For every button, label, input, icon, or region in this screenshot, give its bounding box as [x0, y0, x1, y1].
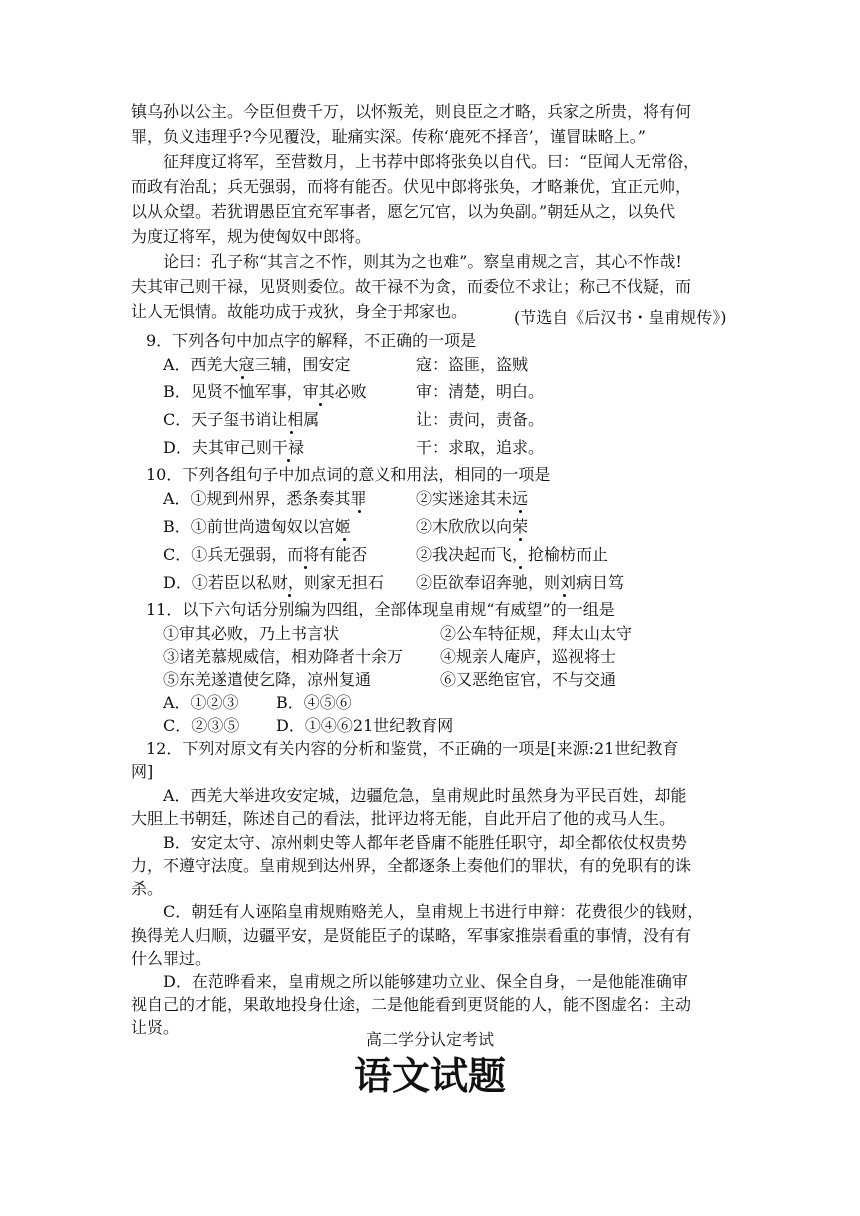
emphasis-dot: [519, 538, 522, 541]
item-left: ①审其必败，乃上书言状: [163, 624, 340, 643]
option-left: B．①前世尚遗匈奴以宫姬: [163, 517, 351, 536]
option: C．②③⑤: [163, 716, 240, 735]
passage-line: 让人无惧情。故能功成于戎狄，身全于邦家也。: [131, 302, 468, 321]
option-right: 干：求取，追求。: [416, 438, 545, 457]
option-line: 什么罪过。: [131, 949, 212, 968]
option-left: D．夫其审己则干禄: [163, 438, 304, 457]
option-line: C．朝廷有人诬陷皇甫规贿赂羌人，皇甫规上书进行申辩：花费很少的钱财，: [131, 902, 704, 921]
option-left: D．①若臣以私财，则家无担石: [163, 573, 384, 592]
option-right: 审：清楚，明白。: [416, 382, 545, 401]
passage-source: (节选自《后汉书・皇甫规传》): [514, 308, 727, 327]
item-right: ⑥又恶绝宦官，不与交通: [440, 670, 617, 689]
option-left: A．西羌大寇三辅，围安定: [163, 355, 351, 374]
option-left: C．天子玺书诮让相属: [163, 410, 320, 429]
passage-line: 征拜度辽将军，至营数月，上书荐中郎将张奂以自代。曰：“臣闻人无常俗，: [131, 152, 700, 171]
option-right: ②我决起而飞，抢榆枋而止: [416, 545, 609, 564]
option: B．④⑤⑥: [276, 693, 352, 712]
option-line: 视自己的才能，果敢地投身仕途，二是他能看到更贤能的人，能不图虚名：主动: [131, 995, 692, 1014]
emphasis-dot: [343, 538, 346, 541]
option-line: D．在范晔看来，皇甫规之所以能够建功立业、保全自身，一是他能准确审: [131, 972, 688, 991]
question-stem: 网]: [131, 762, 154, 781]
item-left: ⑤东羌遂遣使乞降，凉州复通: [163, 670, 372, 689]
question-stem: 11．以下六句话分别编为四组，全部体现皇甫规“有威望”的一组是: [146, 600, 615, 619]
passage-line: 镇乌孙以公主。今臣但费千万，以怀叛羌，则良臣之才略，兵家之所贵，将有何: [131, 102, 692, 121]
emphasis-dot: [241, 376, 244, 379]
option-right: ②木欣欣以向荣: [416, 517, 529, 536]
question-stem: 12．下列对原文有关内容的分析和鉴赏，不正确的一项是[来源:21世纪教育: [146, 739, 679, 758]
passage-line: 罪，负义违理乎?今见覆没，耻痛实深。传称‘鹿死不择音’，谨冒昧略上。”: [131, 127, 646, 146]
option-left: A．①规到州界，悉条奏其罪: [163, 489, 367, 508]
emphasis-dot: [304, 566, 307, 569]
emphasis-dot: [519, 566, 522, 569]
exam-subtitle: 高二学分认定考试: [365, 1030, 494, 1049]
emphasis-dot: [519, 510, 522, 513]
option-line: 力，不遵守法度。皇甫规到达州界，全都逐条上奏他们的罪状，有的免职有的诛: [131, 856, 692, 875]
option-line: 杀。: [131, 879, 164, 898]
option: D．①④⑥21世纪教育网: [276, 716, 454, 735]
emphasis-dot: [563, 594, 566, 597]
option-right: 寇：盗匪，盗贼: [416, 355, 529, 374]
emphasis-dot: [288, 594, 291, 597]
passage-line: 夫其审己则干禄，见贤则委位。故干禄不为贪，而委位不求让；称己不伐疑，而: [131, 277, 692, 296]
passage-line: 为度辽将军，规为使匈奴中郎将。: [131, 227, 372, 246]
option-left: B．见贤不恤军事，审其必败: [163, 382, 367, 401]
question-stem: 9．下列各句中加点字的解释，不正确的一项是: [146, 331, 477, 350]
option-line: 让贤。: [131, 1018, 180, 1037]
option-right: ②实迷途其未远: [416, 489, 529, 508]
option-line: 大胆上书朝廷，陈述自己的看法，批评边将无能，自此开启了他的戎马人生。: [131, 809, 676, 828]
item-right: ④规亲人庵庐，巡视将士: [440, 647, 617, 666]
passage-line: 而政有治乱；兵无强弱，而将有能否。伏见中郎将张奂，才略兼优，宜正元帅，: [131, 177, 692, 196]
emphasis-dot: [319, 403, 322, 406]
option-left: C．①兵无强弱，而将有能否: [163, 545, 368, 564]
option: A．①②③: [163, 693, 239, 712]
option-line: A．西羌大举进攻安定城，边疆危急，皇甫规此时虽然身为平民百姓，却能: [131, 786, 687, 805]
option-right: 让：责问，责备。: [416, 410, 545, 429]
item-right: ②公车特征规，拜太山太守: [440, 624, 633, 643]
question-stem: 10．下列各组句子中加点词的意义和用法，相同的一项是: [146, 465, 551, 484]
emphasis-dot: [358, 510, 361, 513]
item-left: ③诸羌慕规威信，相劝降者十余万: [163, 647, 404, 666]
passage-line: 以从众望。若犹谓愚臣宜充军事者，愿乞冗官，以为奂副。”朝廷从之，以奂代: [131, 202, 676, 221]
option-line: 换得羌人归顺，边疆平安，是贤能臣子的谋略，军事家推崇看重的事情，没有有: [131, 926, 692, 945]
option-right: ②臣欲奉诏奔驰，则刘病日笃: [416, 573, 625, 592]
option-line: B．安定太守、凉州刺史等人都年老昏庸不能胜任职守，却全都依仗权贵势: [131, 833, 687, 852]
exam-title: 语文试题: [353, 1054, 506, 1098]
emphasis-dot: [290, 431, 293, 434]
passage-line: 论曰：孔子称“其言之不怍，则其为之也难”。察皇甫规之言，其心不怍哉!: [131, 252, 682, 271]
emphasis-dot: [287, 459, 290, 462]
